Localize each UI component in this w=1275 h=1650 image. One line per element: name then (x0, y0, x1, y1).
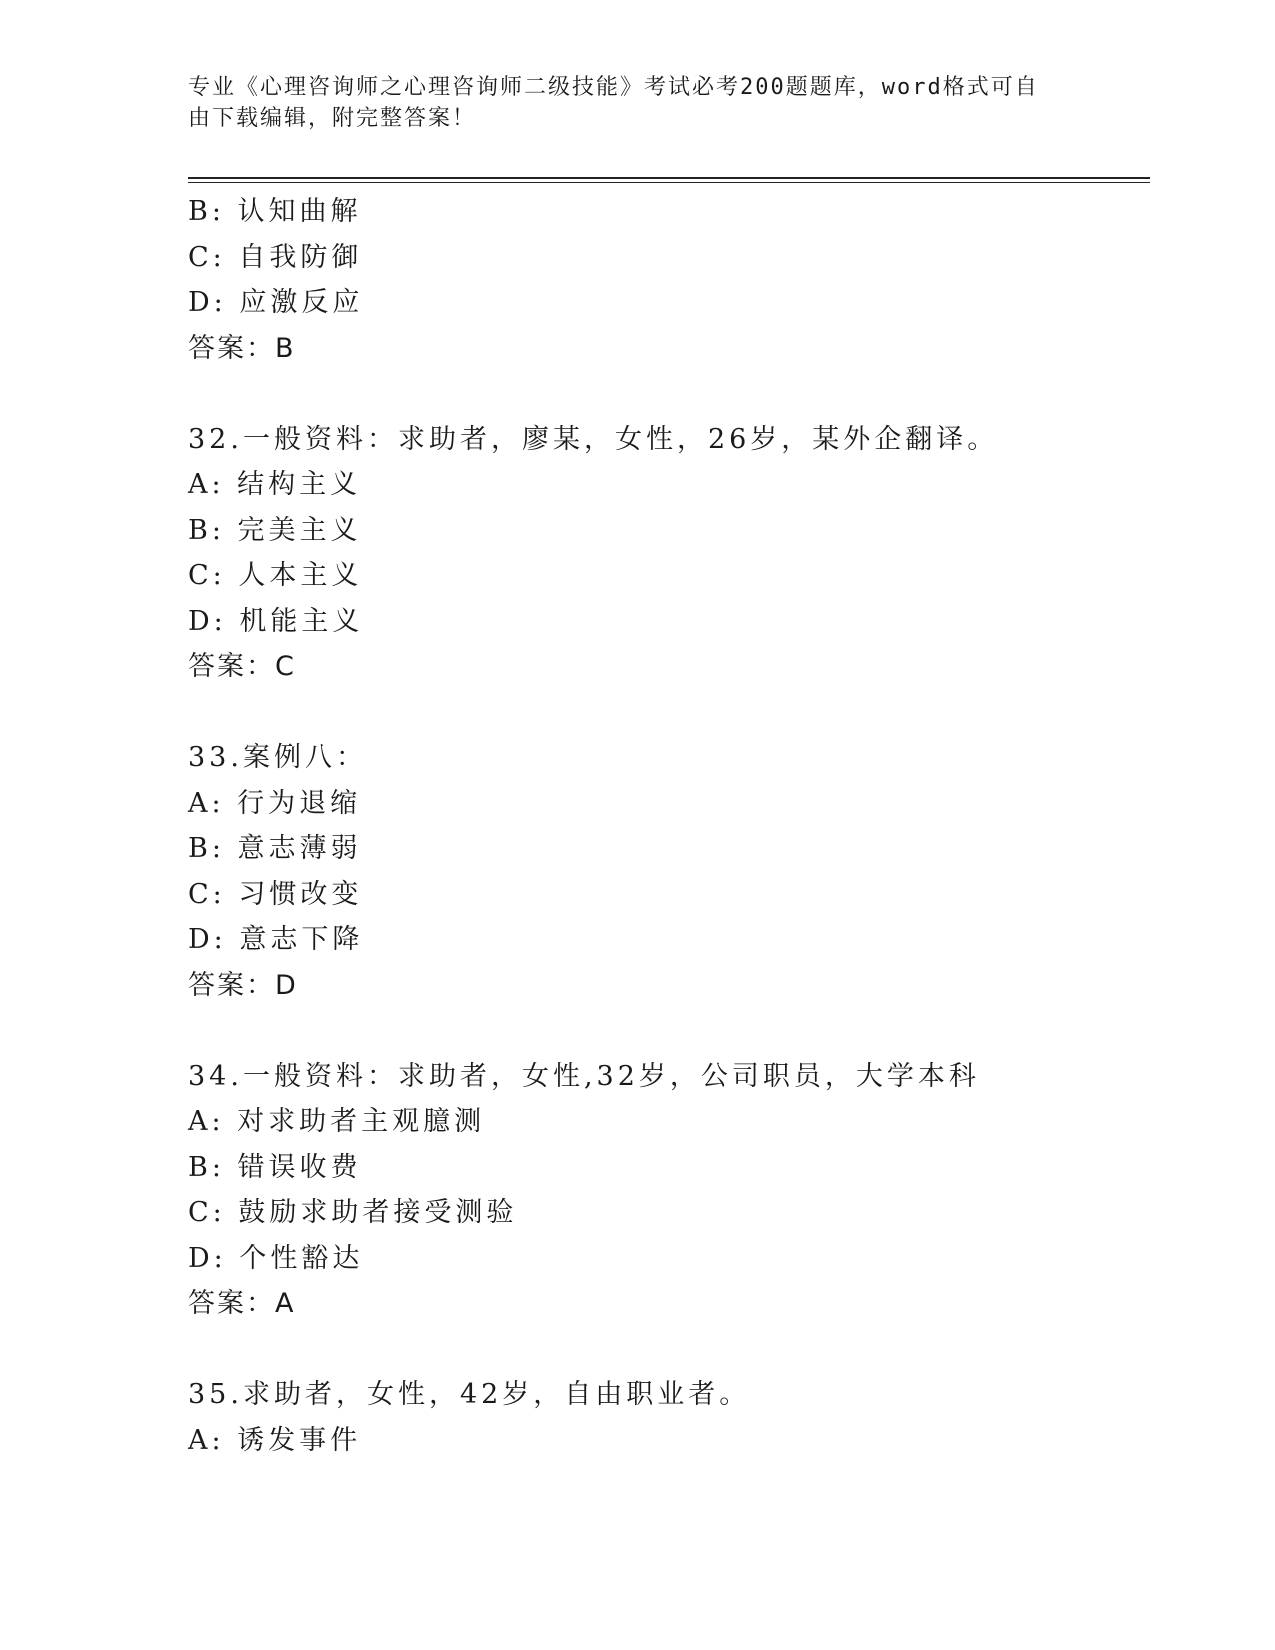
document-header (188, 72, 1068, 134)
header-rule-thin (188, 182, 1150, 183)
header-title-line-1: 专业《心理咨询师之心理咨询师二级技能》考试必考200题题库，word格式可自 (188, 75, 1039, 100)
header-rule-thick (188, 177, 1150, 179)
option-line: C: 习惯改变 (188, 878, 363, 910)
option-line: A: 对求助者主观臆测 (188, 1106, 486, 1137)
answer-line: 答案：B (188, 332, 296, 364)
question-line: 35.求助者，女性，42岁，自由职业者。 (188, 1379, 751, 1410)
option-line: A: 诱发事件 (188, 1424, 362, 1456)
option-line: D: 意志下降 (188, 924, 364, 955)
option-line: A: 行为退缩 (188, 787, 362, 819)
option-line: C: 自我防御 (188, 241, 363, 273)
question-line: 32.一般资料：求助者，廖某，女性，26岁，某外企翻译。 (188, 423, 999, 455)
option-line: B: 认知曲解 (188, 196, 362, 227)
blank-line (188, 1008, 1148, 1054)
answer-line: 答案：C (188, 651, 296, 682)
option-line: D: 机能主义 (188, 605, 364, 637)
option-line: C: 鼓励求助者接受测验 (188, 1197, 518, 1228)
option-line: B: 错误收费 (188, 1151, 362, 1183)
blank-line (188, 1327, 1148, 1373)
option-line: D: 个性豁达 (188, 1242, 364, 1274)
answer-line: 答案：A (188, 1288, 296, 1319)
blank-line (188, 371, 1148, 417)
answer-line: 答案：D (188, 969, 298, 1001)
option-line: B: 完美主义 (188, 514, 362, 546)
blank-line (188, 690, 1148, 736)
option-line: B: 意志薄弱 (188, 833, 362, 864)
question-line: 33.案例八： (188, 742, 367, 773)
option-line: D: 应激反应 (188, 287, 364, 318)
option-line: C: 人本主义 (188, 560, 363, 591)
option-line: A: 结构主义 (188, 469, 362, 500)
header-title-line-2: 由下载编辑，附完整答案！ (188, 106, 477, 131)
question-list (188, 189, 1148, 1463)
question-line: 34.一般资料：求助者，女性,32岁，公司职员，大学本科 (188, 1060, 980, 1092)
